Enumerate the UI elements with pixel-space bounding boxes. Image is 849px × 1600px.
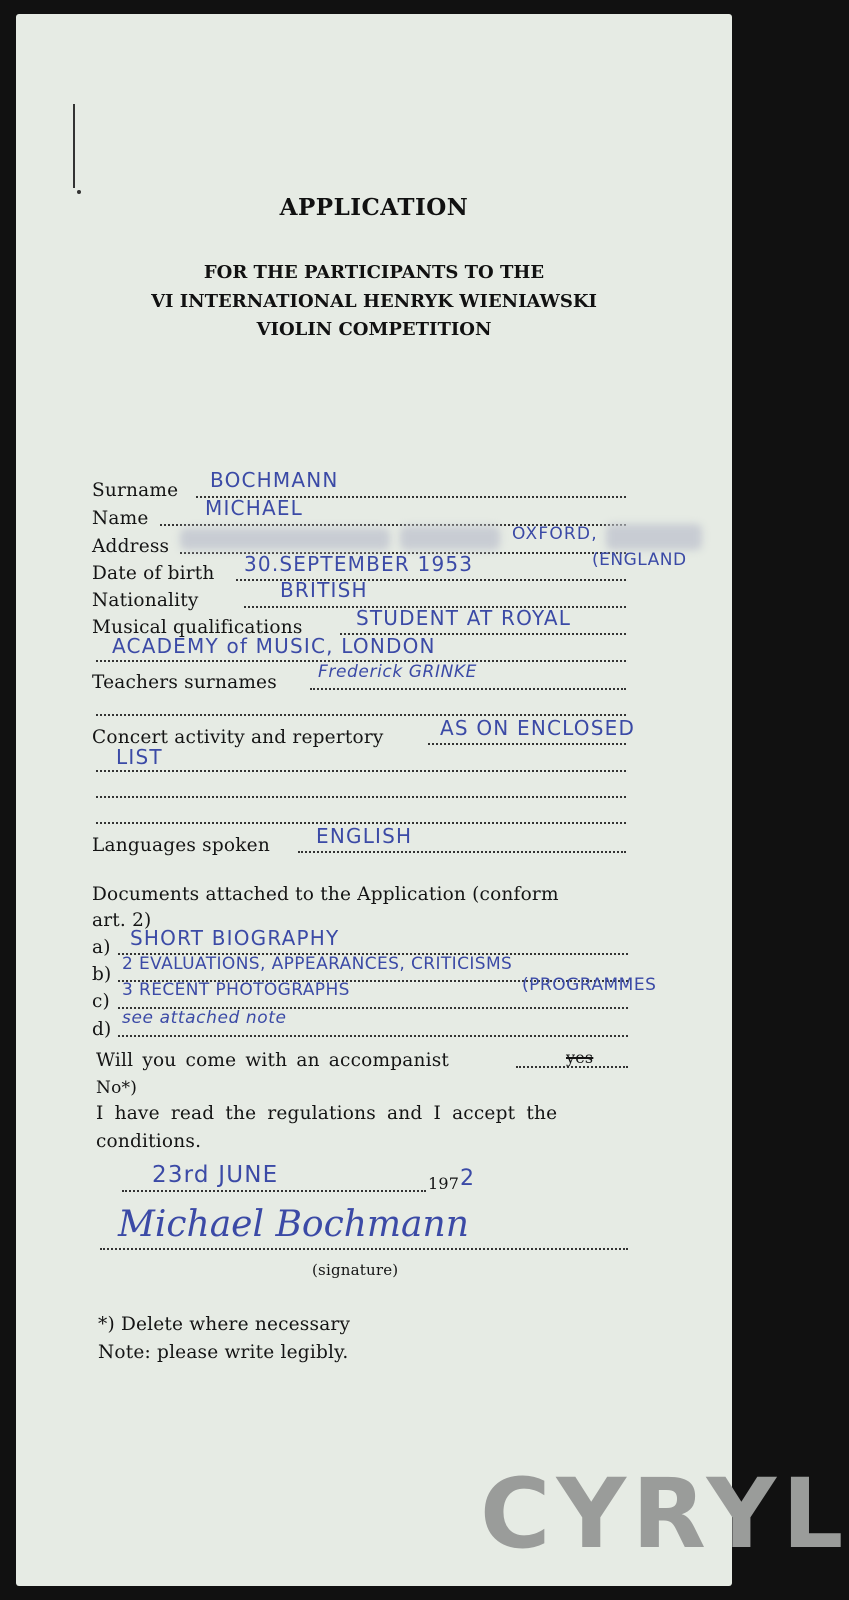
concert-value-2: LIST bbox=[116, 745, 163, 769]
document-b-marker: b) bbox=[92, 964, 112, 985]
signature-value: Michael Bochmann bbox=[118, 1204, 469, 1245]
accompanist-question: Will you come with an accompanist bbox=[96, 1050, 450, 1071]
document-c-marker: c) bbox=[92, 991, 110, 1012]
document-a-value: SHORT BIOGRAPHY bbox=[130, 926, 340, 950]
concert-label: Concert activity and repertory bbox=[92, 727, 384, 748]
surname-label: Surname bbox=[92, 480, 179, 501]
footnote-note: Note: please write legibly. bbox=[98, 1342, 349, 1363]
form-subtitle-line-3: VIOLIN COMPETITION bbox=[256, 319, 492, 340]
address-label: Address bbox=[92, 536, 170, 557]
qualifications-value: STUDENT AT ROYAL bbox=[356, 606, 572, 630]
concert-line-2 bbox=[96, 770, 626, 772]
signature-line bbox=[100, 1248, 628, 1250]
cyryl-watermark-logo: CYRYL bbox=[480, 1458, 849, 1570]
languages-line bbox=[298, 851, 626, 853]
concert-line bbox=[428, 743, 626, 745]
concert-value: AS ON ENCLOSED bbox=[440, 716, 636, 740]
qualifications-label: Musical qualifications bbox=[92, 617, 303, 638]
name-label: Name bbox=[92, 508, 149, 529]
signature-label: (signature) bbox=[312, 1261, 399, 1279]
date-year: 197 bbox=[428, 1174, 460, 1193]
date-year-digit: 2 bbox=[460, 1166, 476, 1191]
name-value: MICHAEL bbox=[205, 496, 304, 520]
footnote-delete: *) Delete where necessary bbox=[98, 1314, 351, 1335]
address-value: OXFORD, bbox=[512, 524, 598, 544]
nationality-value: BRITISH bbox=[280, 578, 368, 602]
concert-line-3 bbox=[96, 796, 626, 798]
languages-value: ENGLISH bbox=[316, 824, 413, 848]
teachers-line bbox=[310, 688, 626, 690]
redacted-address-1 bbox=[180, 528, 390, 550]
documents-intro: Documents attached to the Application (conform bbox=[92, 884, 559, 905]
teachers-value: Frederick GRINKE bbox=[318, 662, 477, 682]
date-line bbox=[122, 1190, 426, 1192]
qualifications-value-2: ACADEMY of MUSIC, LONDON bbox=[112, 634, 436, 658]
document-d-line bbox=[118, 1035, 628, 1037]
regulations-line-1: I have read the regulations and I accept the bbox=[96, 1103, 558, 1124]
documents-intro-2: art. 2) bbox=[92, 910, 152, 931]
form-subtitle-line-1: FOR THE PARTICIPANTS TO THE bbox=[203, 262, 545, 283]
accompanist-no: No*) bbox=[96, 1078, 138, 1098]
date-value: 23rd JUNE bbox=[152, 1162, 279, 1188]
redacted-address-3 bbox=[606, 524, 702, 550]
regulations-line-2: conditions. bbox=[96, 1131, 202, 1152]
document-a-marker: a) bbox=[92, 937, 111, 958]
staple-mark bbox=[73, 104, 75, 188]
document-c-value: 3 RECENT PHOTOGRAPHS bbox=[122, 980, 350, 1000]
dob-value: 30.SEPTEMBER 1953 bbox=[244, 552, 474, 576]
redacted-address-2 bbox=[400, 526, 500, 550]
form-title: APPLICATION bbox=[279, 194, 469, 221]
dob-extra: (ENGLAND bbox=[592, 550, 687, 570]
languages-label: Languages spoken bbox=[92, 835, 270, 856]
dob-label: Date of birth bbox=[92, 563, 215, 584]
nationality-label: Nationality bbox=[92, 590, 199, 611]
teachers-label: Teachers surnames bbox=[92, 672, 277, 693]
form-subtitle-line-2: VI INTERNATIONAL HENRYK WIENIAWSKI bbox=[151, 291, 597, 312]
document-c-extra: (PROGRAMMES bbox=[522, 975, 657, 995]
document-d-value: see attached note bbox=[122, 1008, 287, 1028]
document-b-value: 2 EVALUATIONS, APPEARANCES, CRITICISMS bbox=[122, 954, 513, 974]
accompanist-yes: yes bbox=[566, 1048, 594, 1067]
surname-value: BOCHMANN bbox=[210, 468, 339, 492]
document-d-marker: d) bbox=[92, 1019, 112, 1040]
